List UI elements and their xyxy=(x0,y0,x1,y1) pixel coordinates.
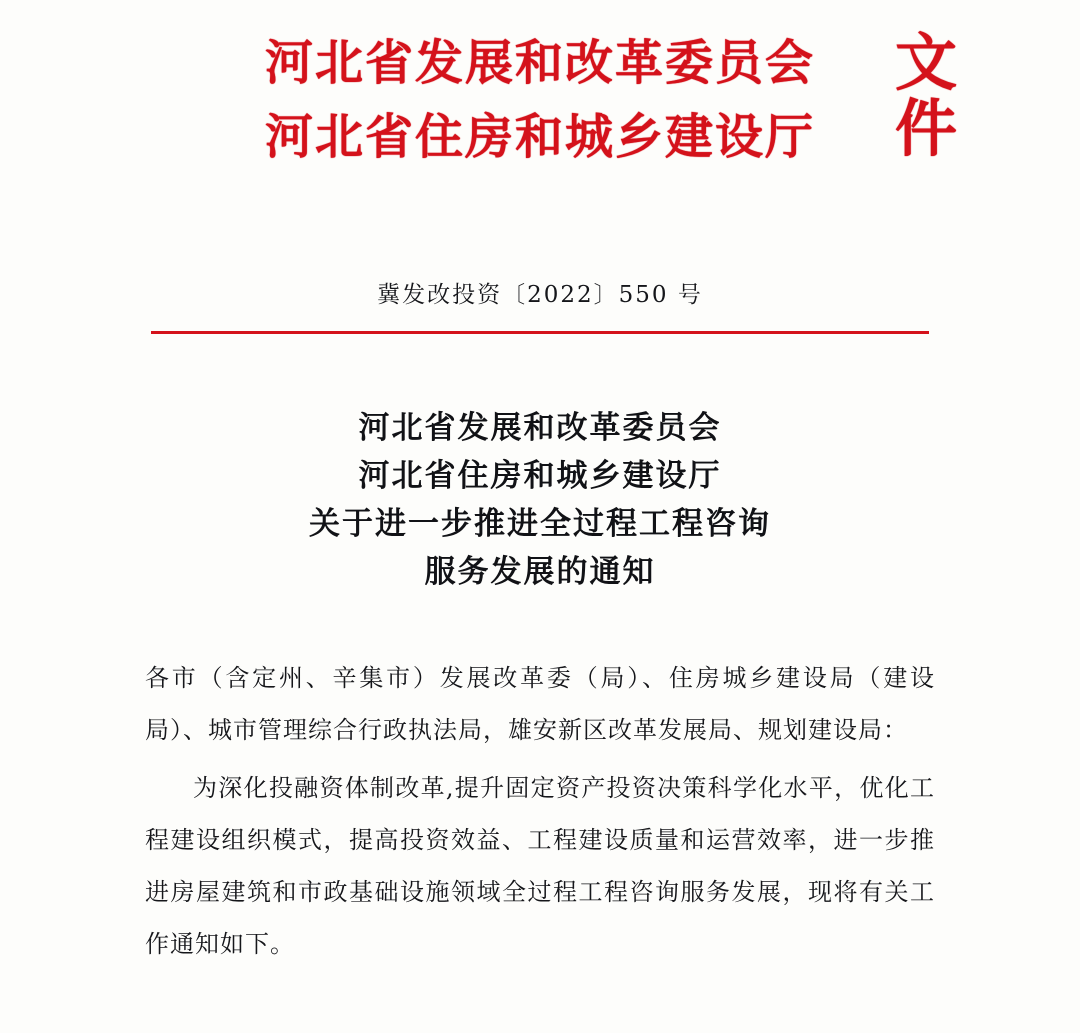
masthead xyxy=(0,0,1080,216)
addressee-line: 各市（含定州、辛集市）发展改革委（局）、住房城乡建设局（建设局）、城市管理综合行政执法局，雄安新区改革发展局、规划建设局： xyxy=(145,664,935,744)
masthead-document-word: 文件 xyxy=(894,26,957,165)
document-number-block xyxy=(0,276,1080,334)
document-title xyxy=(0,404,1080,596)
title-line-2: 河北省住房和城乡建设厅 xyxy=(358,458,722,494)
document-number: 冀发改投资〔2022〕550 号 xyxy=(377,282,703,308)
title-line-1: 河北省发展和改革委员会 xyxy=(358,410,722,446)
masthead-org-line-2: 河北省住房和城乡建设厅 xyxy=(264,109,815,165)
red-divider-rule xyxy=(151,331,929,334)
masthead-org-line-1: 河北省发展和改革委员会 xyxy=(264,35,815,91)
body-paragraph-1: 为深化投融资体制改革,提升固定资产投资决策科学化水平，优化工程建设组织模式，提高投资效益、工程建设质量和运营效率，进一步推进房屋建筑和市政基础设施领域全过程工程咨询服务发展，现将有关工作通知如下。 xyxy=(145,774,935,958)
document-body xyxy=(145,652,935,970)
title-line-3: 关于进一步推进全过程工程咨询 xyxy=(309,506,771,542)
title-line-4: 服务发展的通知 xyxy=(424,554,656,590)
